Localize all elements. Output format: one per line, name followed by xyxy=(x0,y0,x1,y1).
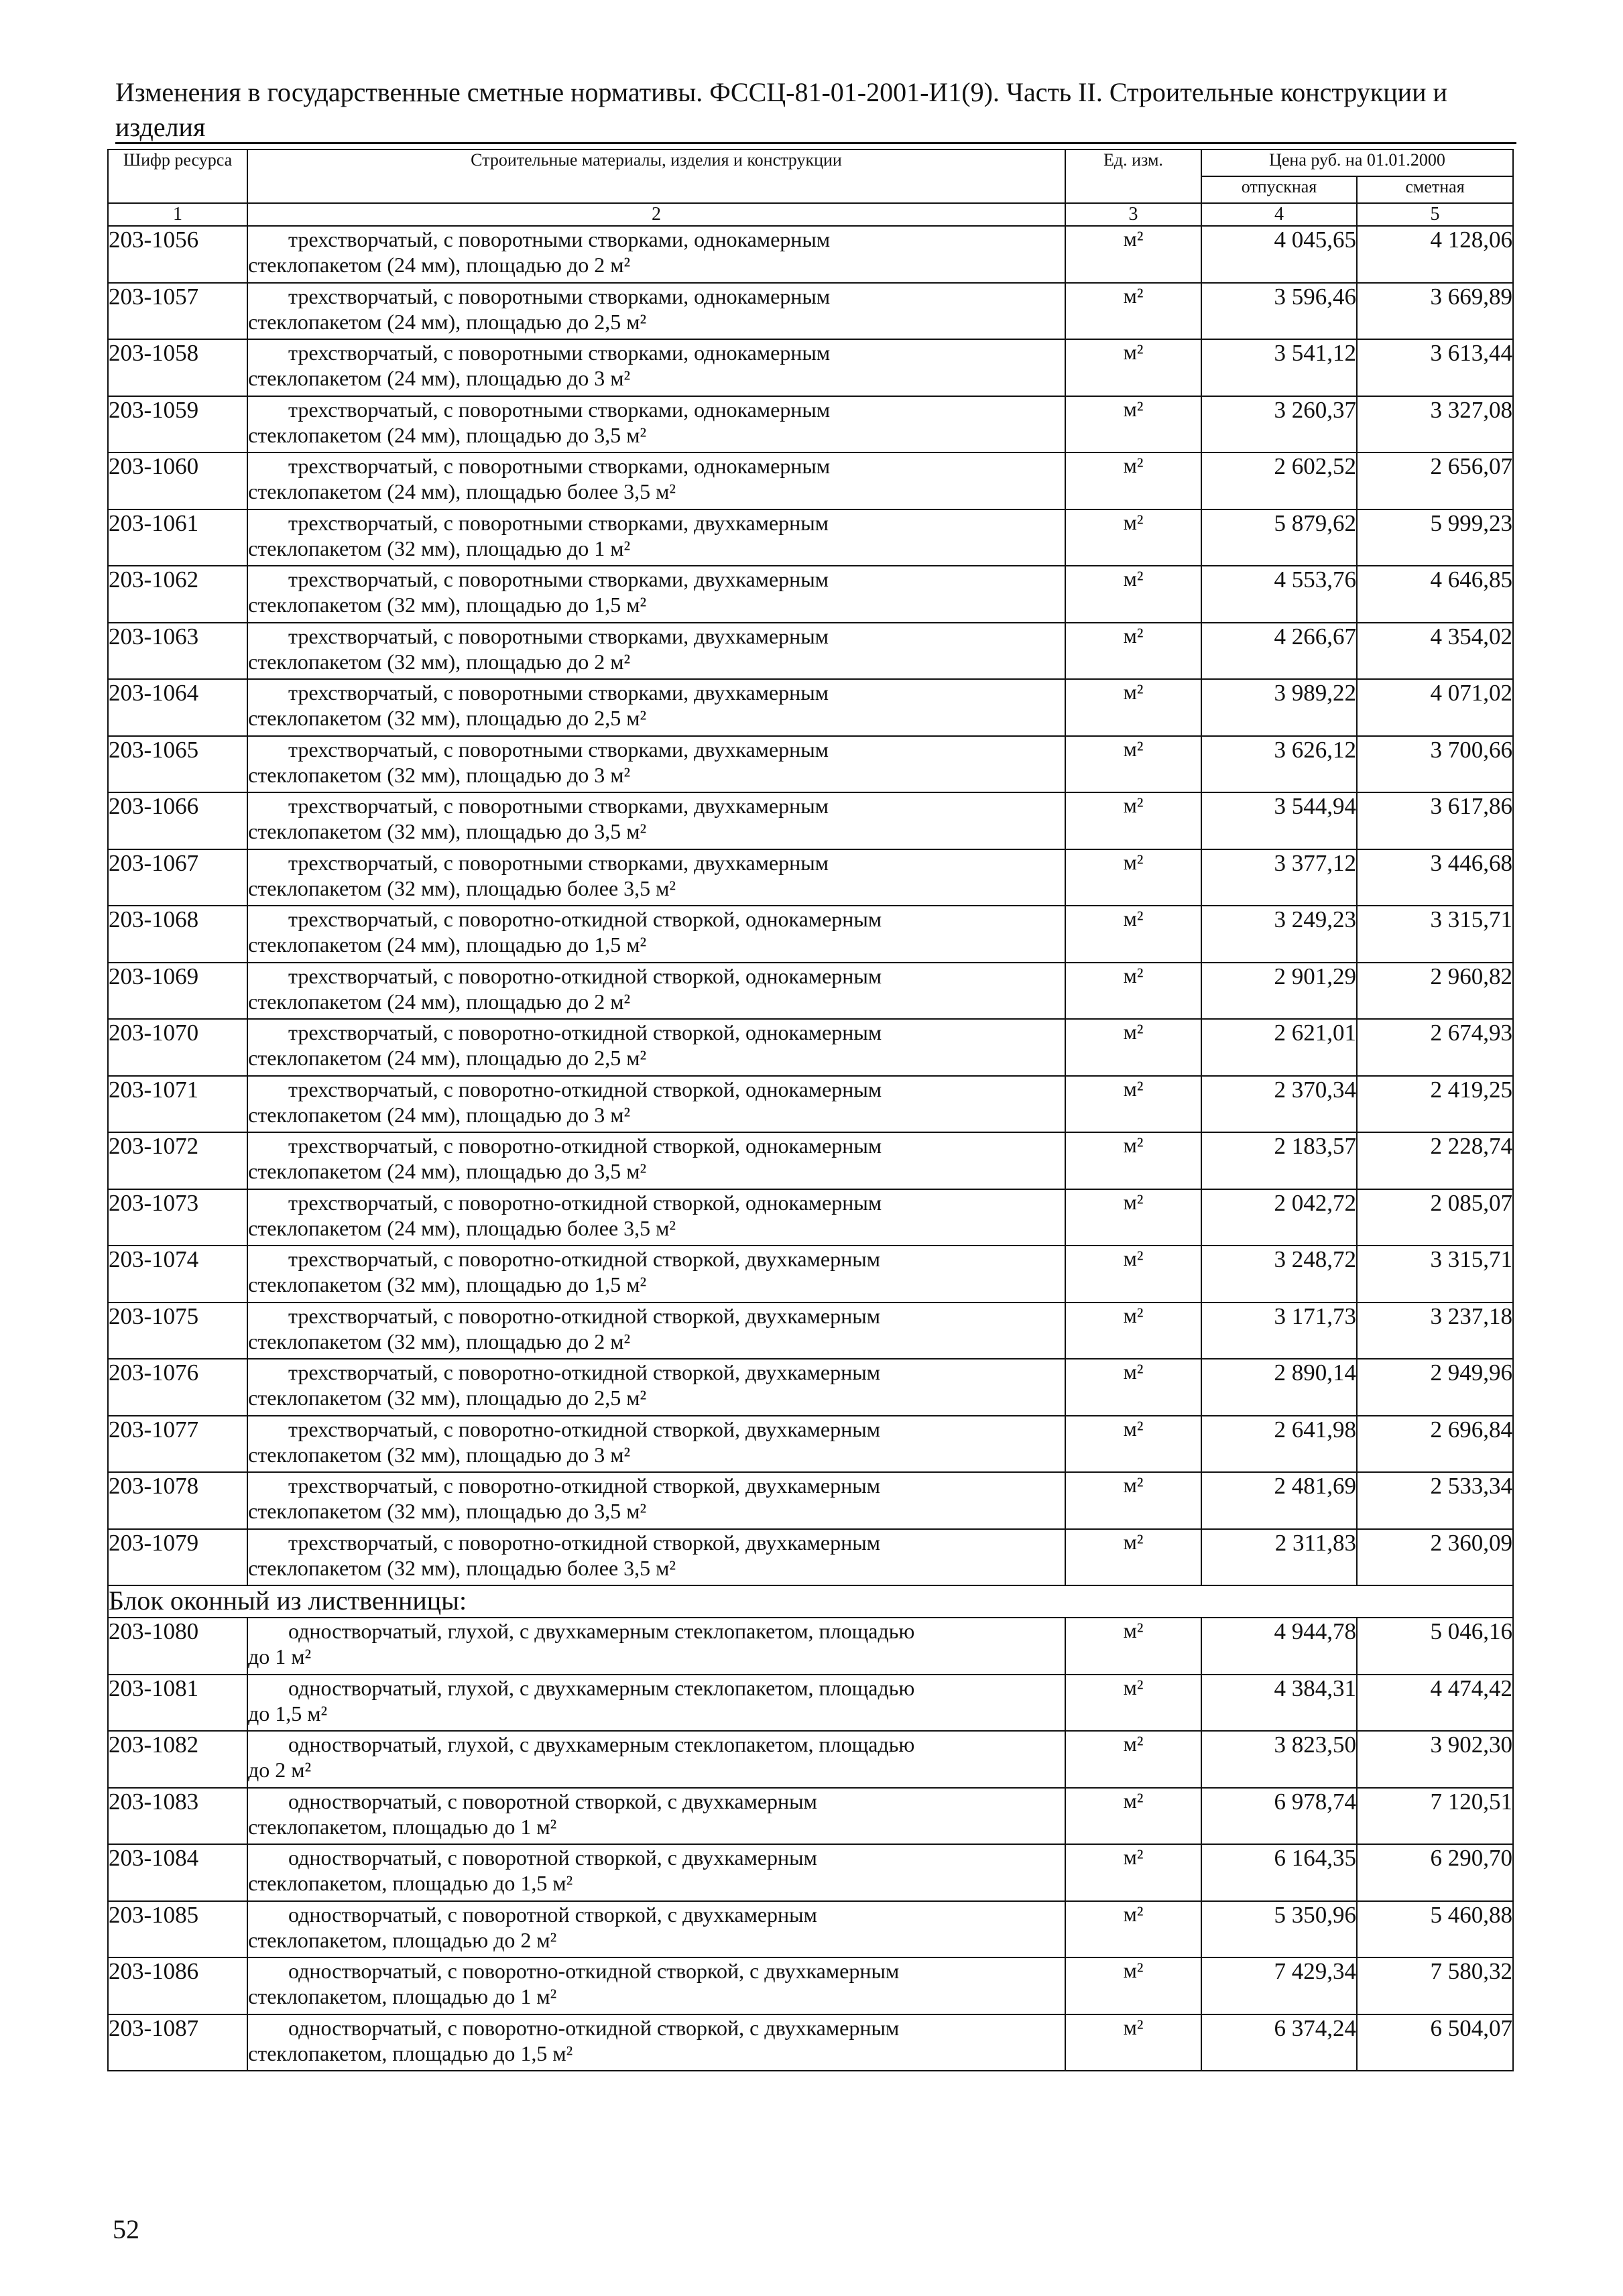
description-line-1: трехстворчатый, с поворотными створками, двухкамерным xyxy=(288,510,829,535)
table-body-larch-windows xyxy=(108,1618,1513,2071)
header-price-group: Цена руб. на 01.01.2000 xyxy=(1201,149,1513,176)
unit-cell: м² xyxy=(1065,623,1201,680)
table-row xyxy=(108,1788,1513,1845)
description-line-2: стеклопакетом (24 мм), площадью до 3 м² xyxy=(248,366,631,390)
unit-cell: м² xyxy=(1065,1132,1201,1189)
description-line-1: трехстворчатый, с поворотными створками, двухкамерным xyxy=(288,794,829,818)
header-estimate: сметная xyxy=(1357,176,1513,203)
table-row xyxy=(108,1189,1513,1246)
material-description xyxy=(247,2014,1065,2071)
description-line-2: стеклопакетом, площадью до 1 м² xyxy=(248,1814,557,1839)
description-line-2: стеклопакетом (24 мм), площадью до 2,5 м² xyxy=(248,309,647,334)
description-line-1: одностворчатый, глухой, с двухкамерным стеклопакетом, площадью xyxy=(288,1675,915,1700)
unit-cell: м² xyxy=(1065,792,1201,849)
description-line-1: трехстворчатый, с поворотными створками, однокамерным xyxy=(288,341,831,365)
estimate-price: 2 228,74 xyxy=(1357,1132,1513,1189)
estimate-price: 5 999,23 xyxy=(1357,509,1513,566)
table-row xyxy=(108,623,1513,680)
material-description xyxy=(247,1189,1065,1246)
description-line-1: одностворчатый, глухой, с двухкамерным стеклопакетом, площадью xyxy=(288,1732,915,1756)
unit-cell: м² xyxy=(1065,283,1201,340)
unit-cell: м² xyxy=(1065,1076,1201,1133)
resource-code: 203-1086 xyxy=(108,1957,247,2014)
wholesale-price: 3 544,94 xyxy=(1201,792,1357,849)
unit-cell: м² xyxy=(1065,906,1201,963)
unit-cell: м² xyxy=(1065,963,1201,1020)
resource-code: 203-1066 xyxy=(108,792,247,849)
resource-code: 203-1059 xyxy=(108,396,247,453)
unit-cell: м² xyxy=(1065,1675,1201,1732)
description-line-2: стеклопакетом (32 мм), площадью до 1 м² xyxy=(248,536,631,560)
wholesale-price: 3 823,50 xyxy=(1201,1731,1357,1788)
wholesale-price: 2 311,83 xyxy=(1201,1529,1357,1586)
material-description xyxy=(247,452,1065,509)
estimate-price: 4 354,02 xyxy=(1357,623,1513,680)
header-code: Шифр ресурса xyxy=(108,149,247,203)
column-number: 2 xyxy=(247,203,1065,226)
resource-code: 203-1076 xyxy=(108,1359,247,1416)
description-line-1: трехстворчатый, с поворотно-откидной створкой, двухкамерным xyxy=(288,1360,880,1384)
unit-cell: м² xyxy=(1065,1246,1201,1303)
description-line-2: стеклопакетом (32 мм), площадью до 3,5 м² xyxy=(248,819,647,843)
table-row xyxy=(108,396,1513,453)
material-description xyxy=(247,1957,1065,2014)
unit-cell: м² xyxy=(1065,1416,1201,1473)
column-number: 1 xyxy=(108,203,247,226)
description-line-2: стеклопакетом (24 мм), площадью до 2 м² xyxy=(248,989,631,1014)
description-line-2: стеклопакетом (32 мм), площадью до 3 м² xyxy=(248,762,631,787)
unit-cell: м² xyxy=(1065,2014,1201,2071)
description-line-2: стеклопакетом (32 мм), площадью до 2,5 м² xyxy=(248,1386,647,1410)
wholesale-price: 3 989,22 xyxy=(1201,679,1357,736)
unit-cell: м² xyxy=(1065,226,1201,283)
estimate-price: 5 046,16 xyxy=(1357,1618,1513,1675)
wholesale-price: 6 164,35 xyxy=(1201,1844,1357,1901)
material-description xyxy=(247,396,1065,453)
description-line-2: стеклопакетом (32 мм), площадью до 1,5 м² xyxy=(248,1272,647,1296)
description-line-1: трехстворчатый, с поворотными створками, двухкамерным xyxy=(288,623,829,648)
description-line-2: стеклопакетом, площадью до 1,5 м² xyxy=(248,1871,573,1895)
material-description xyxy=(247,1901,1065,1958)
material-description xyxy=(247,1303,1065,1360)
description-line-2: стеклопакетом (32 мм), площадью до 1,5 м² xyxy=(248,593,647,617)
estimate-price: 3 327,08 xyxy=(1357,396,1513,453)
description-line-2: стеклопакетом (32 мм), площадью до 2 м² xyxy=(248,649,631,674)
material-description xyxy=(247,1844,1065,1901)
unit-cell: м² xyxy=(1065,1019,1201,1076)
material-description xyxy=(247,566,1065,623)
description-line-1: одностворчатый, с поворотной створкой, с двухкамерным xyxy=(288,1902,817,1927)
resource-code: 203-1068 xyxy=(108,906,247,963)
wholesale-price: 3 171,73 xyxy=(1201,1303,1357,1360)
wholesale-price: 4 553,76 xyxy=(1201,566,1357,623)
resource-code: 203-1057 xyxy=(108,283,247,340)
description-line-1: трехстворчатый, с поворотно-откидной створкой, однокамерным xyxy=(288,1020,882,1044)
material-description xyxy=(247,906,1065,963)
description-line-2: до 1,5 м² xyxy=(248,1701,328,1726)
description-line-2: стеклопакетом (32 мм), площадью до 2 м² xyxy=(248,1329,631,1353)
unit-cell: м² xyxy=(1065,339,1201,396)
description-line-1: трехстворчатый, с поворотными створками, двухкамерным xyxy=(288,850,829,875)
resource-code: 203-1085 xyxy=(108,1901,247,1958)
estimate-price: 4 071,02 xyxy=(1357,679,1513,736)
table-row xyxy=(108,1529,1513,1586)
unit-cell: м² xyxy=(1065,1844,1201,1901)
description-line-1: трехстворчатый, с поворотными створками, двухкамерным xyxy=(288,680,829,705)
unit-cell: м² xyxy=(1065,1529,1201,1586)
table-row xyxy=(108,226,1513,283)
description-line-1: трехстворчатый, с поворотными створками, однокамерным xyxy=(288,284,831,308)
table-row xyxy=(108,679,1513,736)
resource-code: 203-1060 xyxy=(108,452,247,509)
estimate-price: 7 120,51 xyxy=(1357,1788,1513,1845)
description-line-2: стеклопакетом (24 мм), площадью до 3,5 м² xyxy=(248,1159,647,1183)
table-row xyxy=(108,1076,1513,1133)
material-description xyxy=(247,1416,1065,1473)
description-line-1: одностворчатый, с поворотно-откидной створкой, с двухкамерным xyxy=(288,2015,900,2040)
description-line-1: трехстворчатый, с поворотными створками, однокамерным xyxy=(288,397,831,422)
estimate-price: 3 669,89 xyxy=(1357,283,1513,340)
wholesale-price: 2 890,14 xyxy=(1201,1359,1357,1416)
description-line-2: стеклопакетом (32 мм), площадью до 3,5 м² xyxy=(248,1499,647,1523)
description-line-1: трехстворчатый, с поворотно-откидной створкой, однокамерным xyxy=(288,963,882,988)
table-row xyxy=(108,736,1513,793)
material-description xyxy=(247,509,1065,566)
description-line-1: трехстворчатый, с поворотными створками, однокамерным xyxy=(288,227,831,251)
resource-code: 203-1058 xyxy=(108,339,247,396)
resource-code: 203-1067 xyxy=(108,849,247,906)
description-line-1: трехстворчатый, с поворотно-откидной створкой, двухкамерным xyxy=(288,1416,880,1441)
estimate-price: 3 700,66 xyxy=(1357,736,1513,793)
description-line-1: трехстворчатый, с поворотно-откидной створкой, двухкамерным xyxy=(288,1303,880,1328)
wholesale-price: 4 266,67 xyxy=(1201,623,1357,680)
unit-cell: м² xyxy=(1065,452,1201,509)
material-description xyxy=(247,1246,1065,1303)
unit-cell: м² xyxy=(1065,509,1201,566)
estimate-price: 3 315,71 xyxy=(1357,906,1513,963)
resource-code: 203-1082 xyxy=(108,1731,247,1788)
unit-cell: м² xyxy=(1065,849,1201,906)
estimate-price: 3 617,86 xyxy=(1357,792,1513,849)
table-row xyxy=(108,1618,1513,1675)
unit-cell: м² xyxy=(1065,1472,1201,1529)
wholesale-price: 4 045,65 xyxy=(1201,226,1357,283)
description-line-2: стеклопакетом (32 мм), площадью более 3,5 м² xyxy=(248,875,676,900)
description-line-1: трехстворчатый, с поворотно-откидной створкой, двухкамерным xyxy=(288,1530,880,1555)
header-unit: Ед. изм. xyxy=(1065,149,1201,203)
wholesale-price: 3 596,46 xyxy=(1201,283,1357,340)
unit-cell: м² xyxy=(1065,1731,1201,1788)
table-row xyxy=(108,1957,1513,2014)
description-line-1: трехстворчатый, с поворотными створками, двухкамерным xyxy=(288,737,829,762)
wholesale-price: 6 374,24 xyxy=(1201,2014,1357,2071)
resource-code: 203-1072 xyxy=(108,1132,247,1189)
resource-code: 203-1078 xyxy=(108,1472,247,1529)
unit-cell: м² xyxy=(1065,1901,1201,1958)
column-number: 5 xyxy=(1357,203,1513,226)
material-description xyxy=(247,792,1065,849)
resource-code: 203-1071 xyxy=(108,1076,247,1133)
page-number: 52 xyxy=(113,2214,139,2244)
wholesale-price: 2 042,72 xyxy=(1201,1189,1357,1246)
description-line-2: стеклопакетом (32 мм), площадью до 2,5 м² xyxy=(248,706,647,730)
description-line-1: трехстворчатый, с поворотно-откидной створкой, однокамерным xyxy=(288,1134,882,1158)
description-line-2: стеклопакетом (24 мм), площадью более 3,5 м² xyxy=(248,1215,676,1240)
resource-code: 203-1087 xyxy=(108,2014,247,2071)
estimate-price: 3 613,44 xyxy=(1357,339,1513,396)
description-line-2: стеклопакетом (24 мм), площадью до 2,5 м² xyxy=(248,1046,647,1070)
estimate-price: 3 315,71 xyxy=(1357,1246,1513,1303)
estimate-price: 6 290,70 xyxy=(1357,1844,1513,1901)
estimate-price: 5 460,88 xyxy=(1357,1901,1513,1958)
description-line-2: стеклопакетом (32 мм), площадью более 3,5 м² xyxy=(248,1555,676,1580)
column-number: 3 xyxy=(1065,203,1201,226)
price-table xyxy=(107,149,1514,2071)
material-description xyxy=(247,623,1065,680)
resource-code: 203-1063 xyxy=(108,623,247,680)
table-row xyxy=(108,1416,1513,1473)
table-row xyxy=(108,1246,1513,1303)
table-row xyxy=(108,509,1513,566)
column-number-row xyxy=(108,203,1513,226)
description-line-2: стеклопакетом, площадью до 2 м² xyxy=(248,1927,557,1952)
resource-code: 203-1069 xyxy=(108,963,247,1020)
wholesale-price: 7 429,34 xyxy=(1201,1957,1357,2014)
wholesale-price: 2 641,98 xyxy=(1201,1416,1357,1473)
unit-cell: м² xyxy=(1065,566,1201,623)
resource-code: 203-1064 xyxy=(108,679,247,736)
header-wholesale: отпускная xyxy=(1201,176,1357,203)
material-description xyxy=(247,963,1065,1020)
resource-code: 203-1079 xyxy=(108,1529,247,1586)
material-description xyxy=(247,679,1065,736)
resource-code: 203-1077 xyxy=(108,1416,247,1473)
wholesale-price: 2 370,34 xyxy=(1201,1076,1357,1133)
table-row xyxy=(108,339,1513,396)
material-description xyxy=(247,1788,1065,1845)
resource-code: 203-1056 xyxy=(108,226,247,283)
unit-cell: м² xyxy=(1065,1303,1201,1360)
description-line-1: трехстворчатый, с поворотно-откидной створкой, однокамерным xyxy=(288,907,882,931)
resource-code: 203-1073 xyxy=(108,1189,247,1246)
unit-cell: м² xyxy=(1065,1359,1201,1416)
table-row xyxy=(108,1019,1513,1076)
wholesale-price: 5 879,62 xyxy=(1201,509,1357,566)
description-line-1: трехстворчатый, с поворотно-откидной створкой, двухкамерным xyxy=(288,1473,880,1498)
table-row xyxy=(108,1472,1513,1529)
estimate-price: 6 504,07 xyxy=(1357,2014,1513,2071)
description-line-1: трехстворчатый, с поворотными створками, двухкамерным xyxy=(288,567,829,591)
material-description xyxy=(247,339,1065,396)
description-line-2: стеклопакетом (24 мм), площадью более 3,5 м² xyxy=(248,479,676,503)
table-row xyxy=(108,1731,1513,1788)
material-description xyxy=(247,1132,1065,1189)
unit-cell: м² xyxy=(1065,1957,1201,2014)
resource-code: 203-1070 xyxy=(108,1019,247,1076)
description-line-2: до 1 м² xyxy=(248,1644,312,1669)
resource-code: 203-1084 xyxy=(108,1844,247,1901)
estimate-price: 3 446,68 xyxy=(1357,849,1513,906)
material-description xyxy=(247,736,1065,793)
table-row xyxy=(108,1303,1513,1360)
wholesale-price: 2 621,01 xyxy=(1201,1019,1357,1076)
table-row xyxy=(108,792,1513,849)
description-line-1: одностворчатый, с поворотно-откидной створкой, с двухкамерным xyxy=(288,1959,900,1983)
title-underline xyxy=(115,142,1516,144)
wholesale-price: 3 248,72 xyxy=(1201,1246,1357,1303)
description-line-1: трехстворчатый, с поворотно-откидной створкой, однокамерным xyxy=(288,1190,882,1215)
header-material: Строительные материалы, изделия и конструкции xyxy=(247,149,1065,203)
estimate-price: 2 949,96 xyxy=(1357,1359,1513,1416)
description-line-1: трехстворчатый, с поворотно-откидной створкой, однокамерным xyxy=(288,1077,882,1101)
column-number: 4 xyxy=(1201,203,1357,226)
estimate-price: 4 474,42 xyxy=(1357,1675,1513,1732)
material-description xyxy=(247,1675,1065,1732)
table-row xyxy=(108,283,1513,340)
wholesale-price: 2 481,69 xyxy=(1201,1472,1357,1529)
table-row xyxy=(108,452,1513,509)
material-description xyxy=(247,1618,1065,1675)
wholesale-price: 6 978,74 xyxy=(1201,1788,1357,1845)
description-line-1: одностворчатый, с поворотной створкой, с двухкамерным xyxy=(288,1789,817,1813)
material-description xyxy=(247,1019,1065,1076)
unit-cell: м² xyxy=(1065,396,1201,453)
description-line-2: до 2 м² xyxy=(248,1758,312,1782)
estimate-price: 4 128,06 xyxy=(1357,226,1513,283)
table-row xyxy=(108,1901,1513,1958)
unit-cell: м² xyxy=(1065,736,1201,793)
description-line-2: стеклопакетом (24 мм), площадью до 1,5 м² xyxy=(248,932,647,957)
table-row xyxy=(108,1675,1513,1732)
description-line-2: стеклопакетом, площадью до 1,5 м² xyxy=(248,2041,573,2065)
description-line-2: стеклопакетом (24 мм), площадью до 3,5 м² xyxy=(248,422,647,447)
estimate-price: 2 960,82 xyxy=(1357,963,1513,1020)
material-description xyxy=(247,1076,1065,1133)
description-line-1: одностворчатый, глухой, с двухкамерным стеклопакетом, площадью xyxy=(288,1619,915,1643)
estimate-price: 2 533,34 xyxy=(1357,1472,1513,1529)
estimate-price: 7 580,32 xyxy=(1357,1957,1513,2014)
estimate-price: 2 656,07 xyxy=(1357,452,1513,509)
table-row xyxy=(108,963,1513,1020)
material-description xyxy=(247,283,1065,340)
wholesale-price: 3 377,12 xyxy=(1201,849,1357,906)
table-row xyxy=(108,906,1513,963)
table-section xyxy=(108,1585,1513,1618)
material-description xyxy=(247,849,1065,906)
description-line-1: трехстворчатый, с поворотными створками, однокамерным xyxy=(288,454,831,478)
section-title: Блок оконный из лиственницы: xyxy=(108,1585,1513,1618)
table-row xyxy=(108,2014,1513,2071)
estimate-price: 3 237,18 xyxy=(1357,1303,1513,1360)
resource-code: 203-1062 xyxy=(108,566,247,623)
wholesale-price: 4 384,31 xyxy=(1201,1675,1357,1732)
table-row xyxy=(108,1844,1513,1901)
table-body-windows-three-leaf xyxy=(108,226,1513,1585)
wholesale-price: 2 901,29 xyxy=(1201,963,1357,1020)
resource-code: 203-1061 xyxy=(108,509,247,566)
document-title: Изменения в государственные сметные нормативы. ФССЦ-81-01-2001-И1(9). Часть II. Строительные конструкции и изделия xyxy=(115,77,1447,142)
material-description xyxy=(247,1359,1065,1416)
estimate-price: 2 360,09 xyxy=(1357,1529,1513,1586)
wholesale-price: 4 944,78 xyxy=(1201,1618,1357,1675)
table-row xyxy=(108,849,1513,906)
unit-cell: м² xyxy=(1065,1618,1201,1675)
estimate-price: 3 902,30 xyxy=(1357,1731,1513,1788)
material-description xyxy=(247,1529,1065,1586)
resource-code: 203-1074 xyxy=(108,1246,247,1303)
table-row xyxy=(108,566,1513,623)
material-description xyxy=(247,1731,1065,1788)
resource-code: 203-1083 xyxy=(108,1788,247,1845)
description-line-2: стеклопакетом, площадью до 1 м² xyxy=(248,1984,557,2008)
wholesale-price: 3 260,37 xyxy=(1201,396,1357,453)
material-description xyxy=(247,1472,1065,1529)
resource-code: 203-1075 xyxy=(108,1303,247,1360)
table-row xyxy=(108,1132,1513,1189)
estimate-price: 2 696,84 xyxy=(1357,1416,1513,1473)
estimate-price: 2 674,93 xyxy=(1357,1019,1513,1076)
material-description xyxy=(247,226,1065,283)
wholesale-price: 2 183,57 xyxy=(1201,1132,1357,1189)
description-line-1: трехстворчатый, с поворотно-откидной створкой, двухкамерным xyxy=(288,1247,880,1271)
estimate-price: 4 646,85 xyxy=(1357,566,1513,623)
resource-code: 203-1080 xyxy=(108,1618,247,1675)
wholesale-price: 3 541,12 xyxy=(1201,339,1357,396)
wholesale-price: 3 626,12 xyxy=(1201,736,1357,793)
resource-code: 203-1081 xyxy=(108,1675,247,1732)
description-line-2: стеклопакетом (32 мм), площадью до 3 м² xyxy=(248,1442,631,1467)
wholesale-price: 5 350,96 xyxy=(1201,1901,1357,1958)
description-line-1: одностворчатый, с поворотной створкой, с двухкамерным xyxy=(288,1846,817,1870)
estimate-price: 2 085,07 xyxy=(1357,1189,1513,1246)
unit-cell: м² xyxy=(1065,1189,1201,1246)
table-row xyxy=(108,1359,1513,1416)
unit-cell: м² xyxy=(1065,1788,1201,1845)
wholesale-price: 2 602,52 xyxy=(1201,452,1357,509)
wholesale-price: 3 249,23 xyxy=(1201,906,1357,963)
estimate-price: 2 419,25 xyxy=(1357,1076,1513,1133)
description-line-2: стеклопакетом (24 мм), площадью до 2 м² xyxy=(248,253,631,277)
description-line-2: стеклопакетом (24 мм), площадью до 3 м² xyxy=(248,1102,631,1127)
resource-code: 203-1065 xyxy=(108,736,247,793)
unit-cell: м² xyxy=(1065,679,1201,736)
